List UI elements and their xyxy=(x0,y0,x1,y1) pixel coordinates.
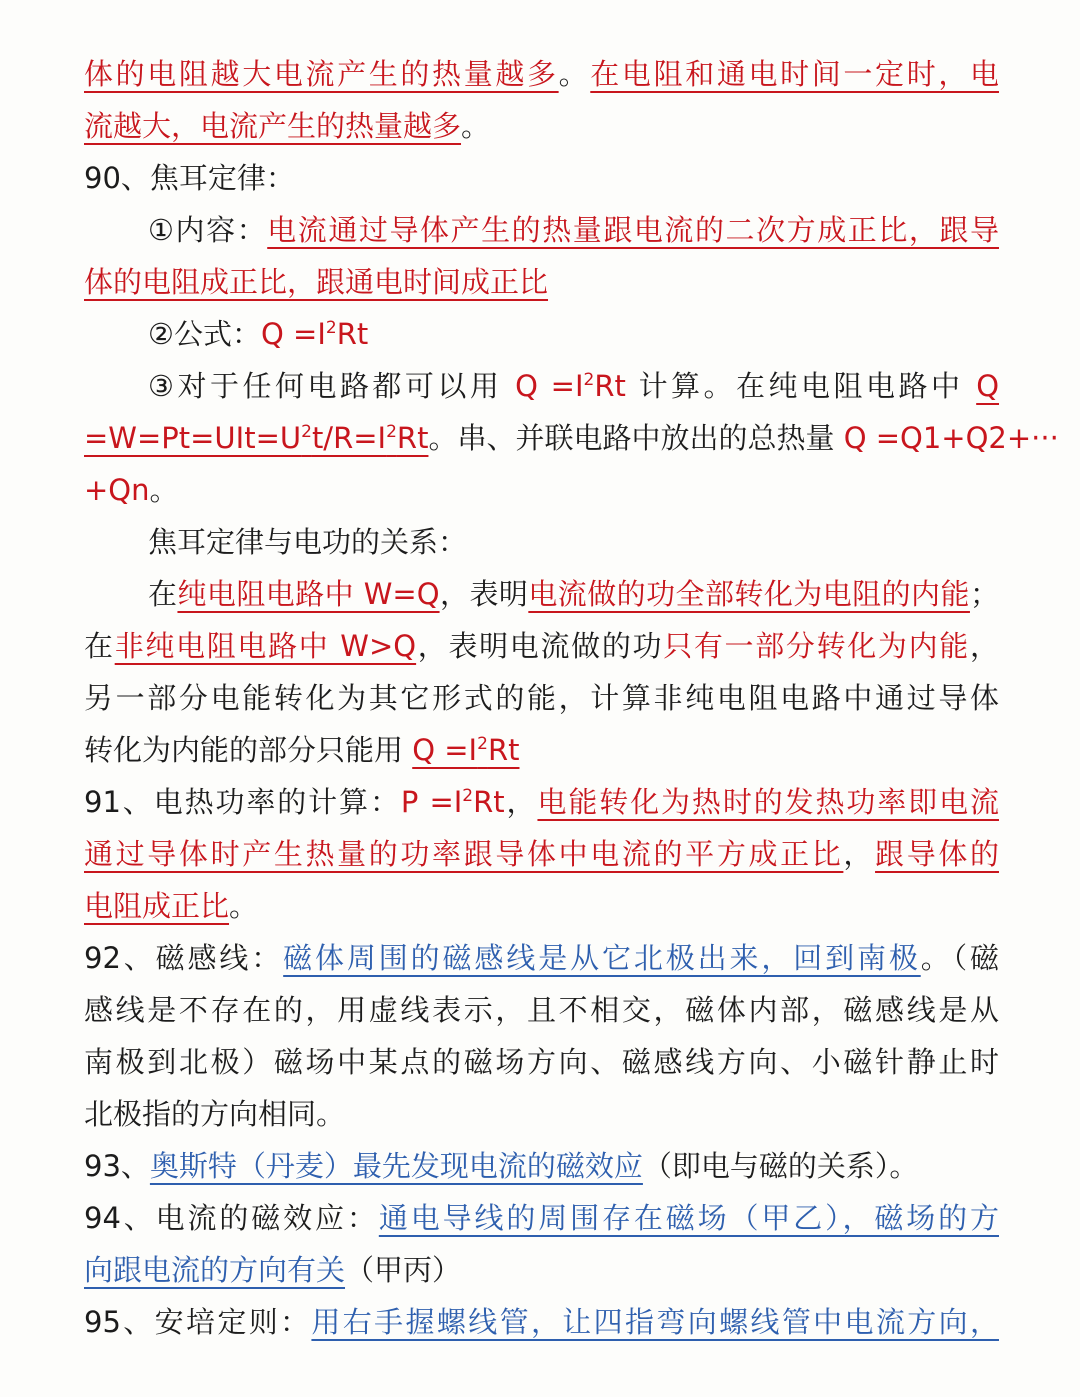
text-line: 南极到北极）磁场中某点的磁场方向、磁感线方向、小磁针静止时 xyxy=(84,1045,999,1079)
formula-line: ②公式：$Q =I^2Rt$ xyxy=(148,317,369,351)
section-heading-91: 91、电热功率的计算：$P =I^2Rt$，电能转化为热时的发热功率即电流 xyxy=(84,785,999,819)
section-heading-94: 94、电流的磁效应：通电导线的周围存在磁场（甲乙），磁场的方 xyxy=(84,1201,999,1235)
section-heading-92: 92、磁感线：磁体周围的磁感线是从它北极出来，回到南极。（磁 xyxy=(84,941,999,975)
text-line: 电阻成正比。 xyxy=(84,889,259,923)
section-heading-95: 95、安培定则：用右手握螺线管，让四指弯向螺线管中电流方向， xyxy=(84,1305,999,1339)
text-line: 转化为内能的部分只能用 $Q =I^2Rt$ xyxy=(84,733,520,767)
text-line: ①内容：电流通过导体产生的热量跟电流的二次方成正比，跟导 xyxy=(148,213,999,247)
text-line: 另一部分电能转化为其它形式的能，计算非纯电阻电路中通过导体 xyxy=(84,681,999,715)
section-heading-93: 93、奥斯特（丹麦）最先发现电流的磁效应（即电与磁的关系）。 xyxy=(84,1149,919,1183)
sub-heading: 焦耳定律与电功的关系： xyxy=(148,525,468,559)
text-line: 在纯电阻电路中 W=Q，表明电流做的功全部转化为电阻的内能； xyxy=(148,577,999,611)
text-line: 通过导体时产生热量的功率跟导体中电流的平方成正比，跟导体的 xyxy=(84,837,999,871)
text-line: 北极指的方向相同。 xyxy=(84,1097,346,1131)
text-line: ③对于任何电路都可以用 $Q =I^2Rt$ 计算。在纯电阻电路中 Q xyxy=(148,369,1000,403)
text-line: 流越大，电流产生的热量越多。 xyxy=(84,109,491,143)
section-heading-90: 90、焦耳定律： xyxy=(84,161,295,195)
text-line: 体的电阻越大电流产生的热量越多。在电阻和通电时间一定时，电 xyxy=(84,57,999,91)
text-line: 感线是不存在的，用虚线表示，且不相交，磁体内部，磁感线是从 xyxy=(84,993,999,1027)
text-line: 体的电阻成正比，跟通电时间成正比 xyxy=(84,265,549,299)
text-line: 在非纯电阻电路中 W>Q，表明电流做的功只有一部分转化为内能， xyxy=(84,629,999,663)
text-line: +Qn。 xyxy=(84,473,179,507)
text-line: $=W=Pt=UIt=U^2t/R=I^2Rt$。串、并联电路中放出的总热量 Q =Q1+Q2+··· xyxy=(84,421,1059,455)
text-line: 向跟电流的方向有关（甲丙） xyxy=(84,1253,462,1287)
